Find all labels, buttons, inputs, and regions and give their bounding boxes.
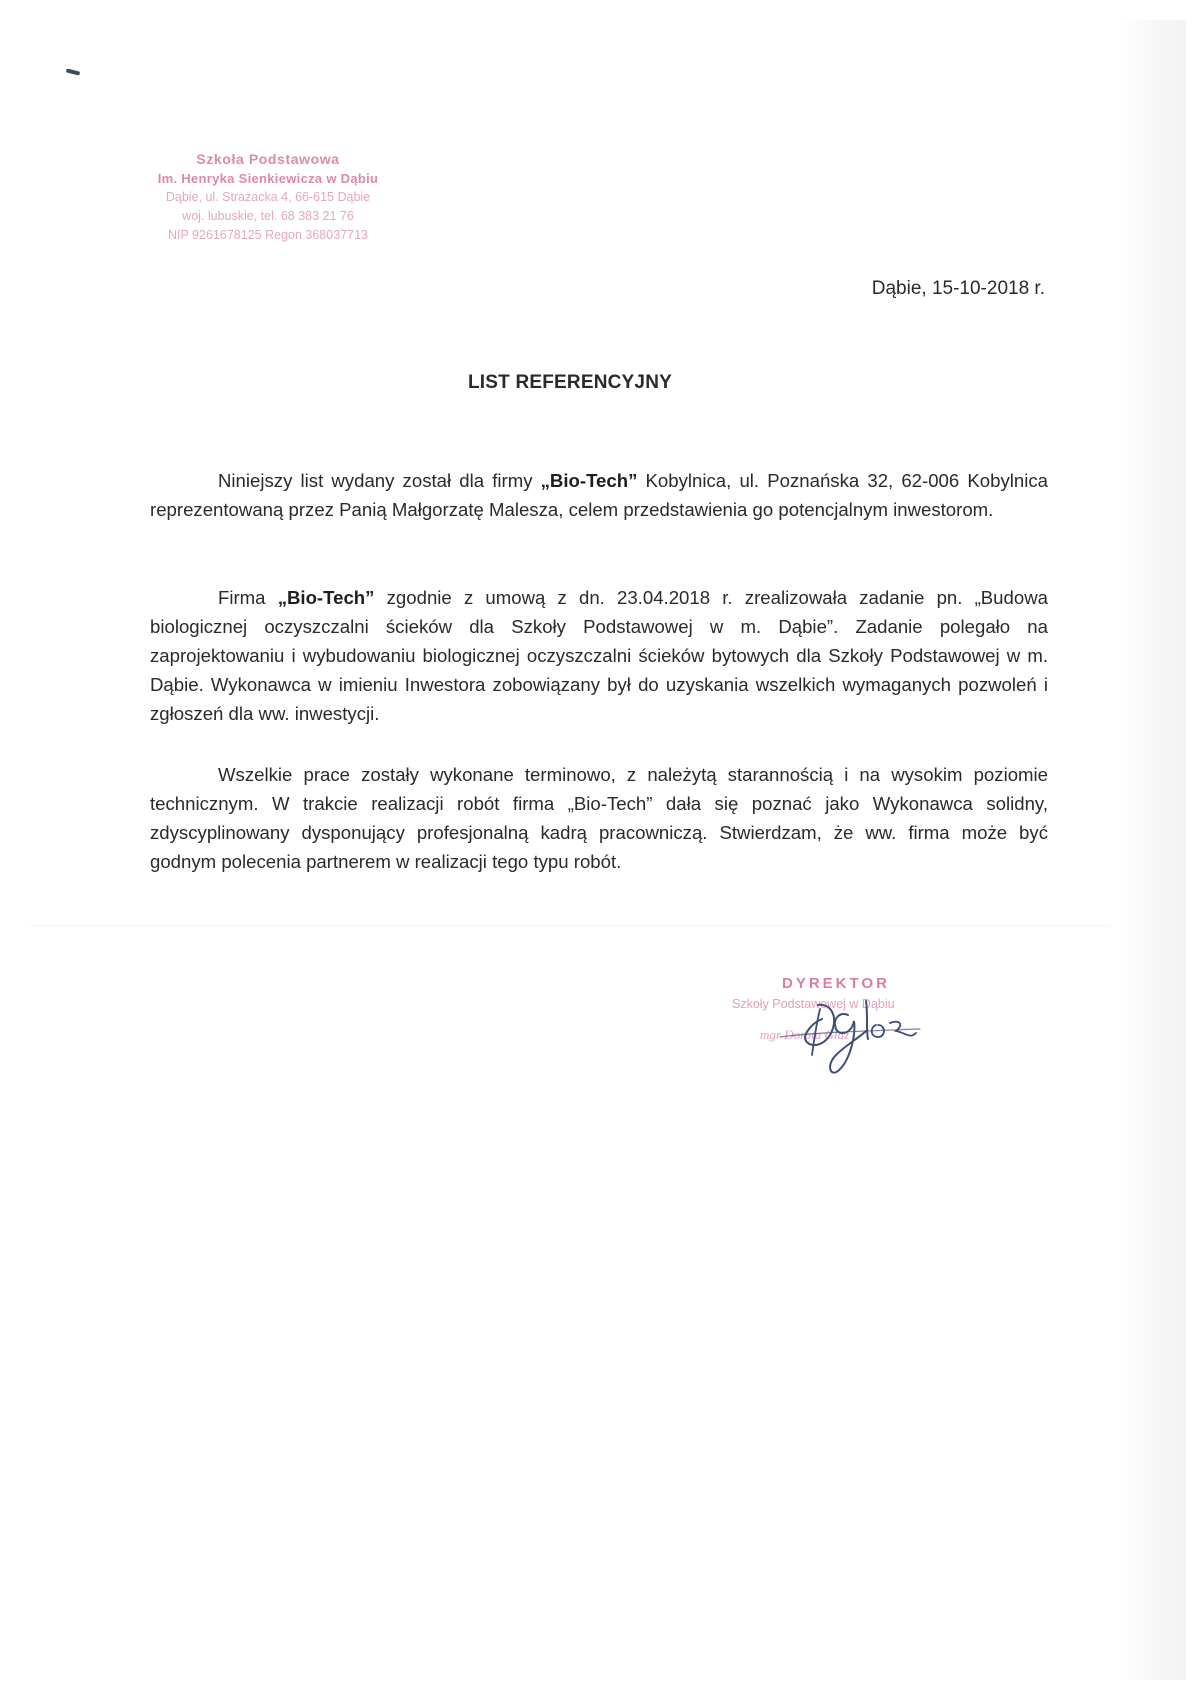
stamp-region-phone: woj. lubuskie, tel. 68 383 21 76	[182, 209, 354, 223]
stamp-patron: Im. Henryka Sienkiewicza w Dąbiu	[157, 171, 379, 186]
scan-edge-shadow	[1118, 20, 1186, 1680]
paragraph-1	[150, 466, 1048, 524]
letter-title: LIST REFERENCYJNY	[468, 372, 672, 393]
paragraph-2	[150, 583, 1048, 728]
signature-person: mgr Dorota Głaz	[760, 1027, 850, 1042]
handwritten-signature-icon	[720, 975, 960, 1085]
scan-artifact-mark	[66, 68, 81, 75]
stamp-address: Dąbie, ul. Strażacka 4, 66-615 Dąbie	[165, 190, 371, 204]
scan-artifact-line	[30, 925, 1110, 926]
director-signature-stamp	[720, 975, 960, 1085]
p1-company-name: „Bio-Tech”	[540, 470, 638, 491]
stamp-ids: NIP 9261678125 Regon 368037713	[168, 228, 368, 242]
p2-text-b: zgodnie z umową z dn. 23.04.2018 r. zrealizowała zadanie pn. „Budowa biologicznej oczyszczalni ścieków dla Szkoły Podstawowej w m. Dąbie”. Zadanie polegało na zaprojektowaniu i wybudowaniu biologicznej oczyszczalni ścieków bytowych dla Szkoły Podstawowej w m. Dąbie. Wykonawca w imieniu Inwestora zobowiązany był do uzyskania wszelkich wymaganych pozwoleń i zgłoszeń dla ww. inwestycji.	[150, 587, 1048, 724]
p1-text-b: Kobylnica, ul. Poznańska 32, 62-006 Kobylnica reprezentowaną przez Panią Małgorzatę Malesza, celem przedstawienia go potencjalnym inwestorom.	[150, 470, 1048, 520]
p3-text: Wszelkie prace zostały wykonane terminowo, z należytą starannością i na wysokim poziomie technicznym. W trakcie realizacji robót firma „Bio-Tech” dała się poznać jako Wykonawca solidny, zdyscyplinowany dysponujący profesjonalną kadrą pracowniczą. Stwierdzam, że ww. firma może być godnym polecenia partnerem w realizacji tego typu robót.	[150, 764, 1048, 872]
signature-school: Szkoły Podstawowej w Dąbiu	[732, 997, 895, 1011]
letter-date: Dąbie, 15-10-2018 r.	[871, 278, 1045, 299]
p1-text-a: Niniejszy list wydany został dla firmy	[218, 470, 541, 491]
p2-text-a: Firma	[218, 587, 278, 608]
p2-company-name: „Bio-Tech”	[277, 587, 375, 608]
stamp-school-name: Szkoła Podstawowa	[196, 151, 340, 167]
signature-role: DYREKTOR	[782, 975, 890, 992]
school-letterhead-stamp	[128, 150, 408, 245]
paragraph-3	[150, 760, 1048, 876]
